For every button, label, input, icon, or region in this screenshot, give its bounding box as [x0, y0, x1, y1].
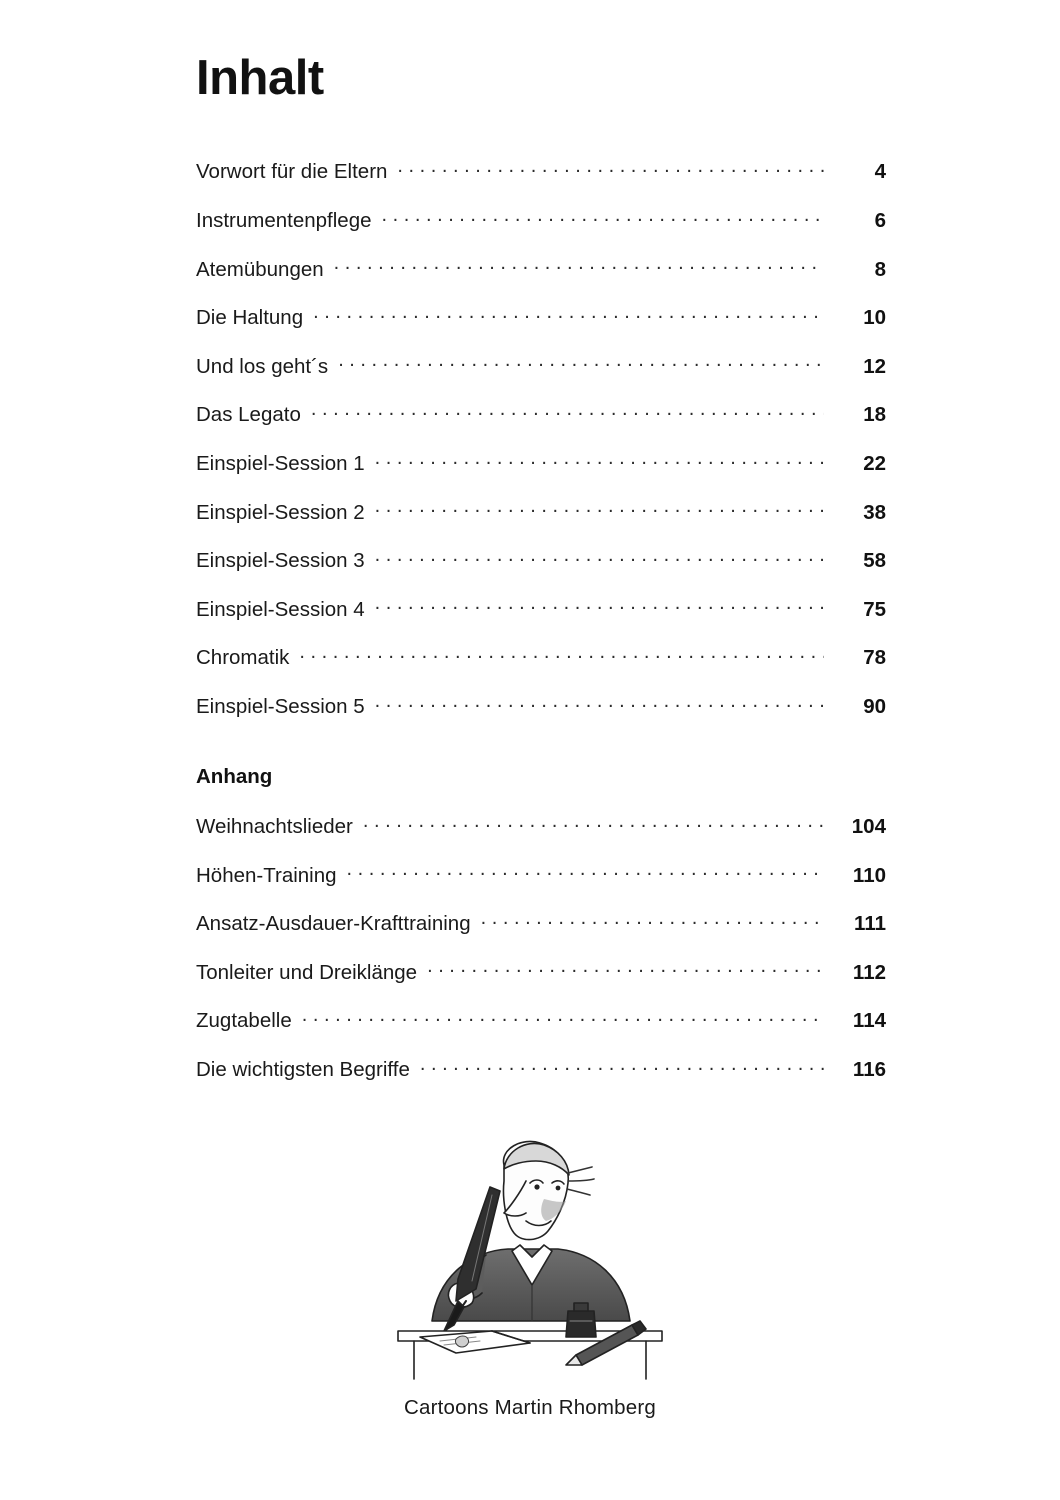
- toc-entry[interactable]: [196, 449, 886, 476]
- toc-entry-label: Einspiel-Session 1: [196, 451, 365, 475]
- toc-entry-label: Zugtabelle: [196, 1009, 292, 1033]
- toc-entry-label: Das Legato: [196, 403, 301, 427]
- toc-entry-page: 78: [863, 646, 886, 670]
- toc-entry-page: 10: [863, 306, 886, 330]
- toc-entry-page: 38: [863, 500, 886, 524]
- toc-leader-dots: [375, 595, 824, 616]
- toc-leader-dots: [375, 449, 824, 470]
- toc-main-list: [196, 158, 886, 720]
- toc-entry-page: 116: [852, 1057, 886, 1081]
- toc-entry[interactable]: [196, 255, 886, 282]
- toc-entry[interactable]: [196, 595, 886, 622]
- toc-leader-dots: [302, 1007, 824, 1028]
- toc-entry-page: 18: [863, 403, 886, 427]
- toc-entry-label: Einspiel-Session 5: [196, 694, 365, 718]
- toc-entry[interactable]: [196, 498, 886, 525]
- toc-entry-page: 90: [863, 694, 886, 718]
- toc-entry-page: 58: [863, 549, 886, 573]
- toc-leader-dots: [299, 644, 824, 665]
- toc-entry[interactable]: [196, 158, 886, 185]
- page-title: Inhalt: [196, 51, 324, 105]
- toc-entry-page: 4: [874, 160, 886, 184]
- toc-entry-page: 8: [874, 257, 886, 281]
- toc-entry[interactable]: [196, 304, 886, 331]
- toc-leader-dots: [311, 401, 824, 422]
- toc-entry-label: Tonleiter und Dreiklänge: [196, 960, 418, 984]
- toc-entry-label: Einspiel-Session 3: [196, 549, 365, 573]
- toc-appendix-list: [196, 813, 886, 1083]
- toc-entry-label: Und los geht´s: [196, 354, 329, 378]
- toc-entry-label: Die wichtigsten Begriffe: [196, 1057, 410, 1081]
- toc-leader-dots: [481, 910, 824, 931]
- toc-leader-dots: [334, 255, 824, 276]
- toc-entry[interactable]: [196, 644, 886, 671]
- toc-leader-dots: [363, 813, 824, 834]
- toc-entry-label: Ansatz-Ausdauer-Krafttraining: [196, 912, 471, 936]
- toc-leader-dots: [397, 158, 824, 179]
- toc-entry[interactable]: [196, 813, 886, 840]
- toc-entry-page: 12: [863, 354, 886, 378]
- toc-entry[interactable]: [196, 861, 886, 888]
- toc-leader-dots: [427, 958, 824, 979]
- toc-entry-page: 111: [854, 912, 886, 936]
- toc-leader-dots: [313, 304, 824, 325]
- toc-entry[interactable]: [196, 401, 886, 428]
- toc-leader-dots: [375, 547, 824, 568]
- toc-entry[interactable]: [196, 910, 886, 937]
- toc-entry-page: 104: [851, 815, 886, 839]
- toc-entry-label: Höhen-Training: [196, 863, 337, 887]
- illustration-caption: Cartoons Martin Rhomberg: [403, 1396, 657, 1419]
- toc-entry-page: 110: [852, 863, 886, 887]
- toc-leader-dots: [375, 692, 824, 713]
- toc-entry[interactable]: [196, 1007, 886, 1034]
- toc-leader-dots: [338, 352, 824, 373]
- toc-entry-page: 112: [852, 960, 886, 984]
- toc-leader-dots: [382, 206, 824, 227]
- toc-entry-page: 75: [863, 597, 886, 621]
- toc-entry-label: Einspiel-Session 4: [196, 597, 365, 621]
- toc-entry[interactable]: [196, 958, 886, 985]
- toc-entry-label: Instrumentenpflege: [196, 208, 372, 232]
- toc-entry-label: Atemübungen: [196, 257, 324, 281]
- toc-entry[interactable]: [196, 1055, 886, 1082]
- cartoonist-at-desk-icon: [380, 1125, 680, 1390]
- toc-entry-page: 6: [874, 208, 886, 232]
- toc-entry-label: Die Haltung: [196, 306, 304, 330]
- toc-entry-page: 114: [852, 1009, 886, 1033]
- toc-leader-dots: [420, 1055, 824, 1076]
- appendix-heading: Anhang: [196, 764, 273, 788]
- toc-entry-page: 22: [863, 451, 886, 475]
- toc-leader-dots: [375, 498, 824, 519]
- toc-entry[interactable]: [196, 352, 886, 379]
- toc-leader-dots: [347, 861, 824, 882]
- toc-entry-label: Chromatik: [196, 646, 290, 670]
- toc-entry-label: Vorwort für die Eltern: [196, 160, 388, 184]
- toc-entry-label: Einspiel-Session 2: [196, 500, 365, 524]
- toc-entry-label: Weihnachtslieder: [196, 815, 353, 839]
- toc-entry[interactable]: [196, 547, 886, 574]
- toc-entry[interactable]: [196, 206, 886, 233]
- illustration-block: [0, 1125, 1060, 1420]
- toc-entry[interactable]: [196, 692, 886, 719]
- toc-content: [196, 52, 886, 1104]
